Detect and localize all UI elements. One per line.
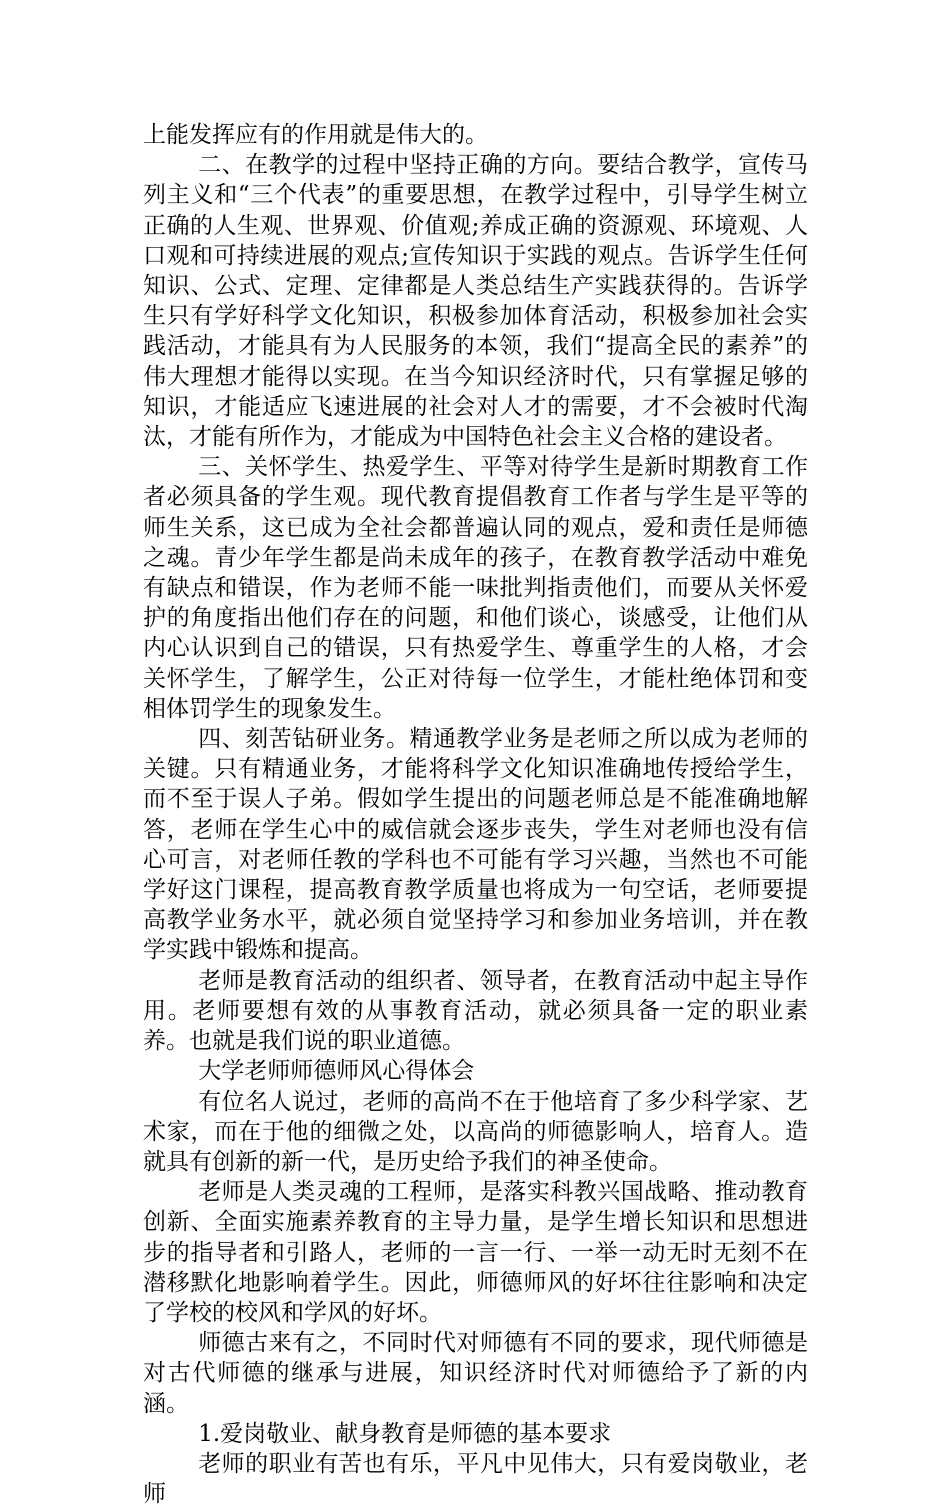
paragraph-section-two: 二、在教学的过程中坚持正确的方向。要结合教学，宣传马列主义和“三个代表”的重要思想，在教学过程中，引导学生树立正确的人生观、世界观、价值观;养成正确的资源观、环境观、人口观和可持续进展的观点;宣传知识于实践的观点。告诉学生任何知识、公式、定理、定律都是人类总结生产实践获得的。告诉学生只有学好科学文化知识，积极参加体育活动，积极参加社会实践活动，才能具有为人民服务的本领，我们“提高全民的素养”的伟大理想才能得以实现。在当今知识经济时代，只有掌握足够的知识，才能适应飞速进展的社会对人才的需要，才不会被时代淘汰，才能有所作为，才能成为中国特色社会主义合格的建设者。	[143, 152, 808, 451]
document-body	[143, 120, 808, 1509]
paragraph-teacher-role: 老师是教育活动的组织者、领导者，在教育活动中起主导作用。老师要想有效的从事教育活动，就必须具备一定的职业素养。也就是我们说的职业道德。	[143, 967, 808, 1055]
paragraph-section-three: 三、关怀学生、热爱学生、平等对待学生是新时期教育工作者必须具备的学生观。现代教育提倡教育工作者与学生是平等的师生关系，这已成为全社会都普遍认同的观点，爱和责任是师德之魂。青少年学生都是尚未成年的孩子，在教育教学活动中难免有缺点和错误，作为老师不能一味批判指责他们，而要从关怀爱护的角度指出他们存在的问题，和他们谈心，谈感受，让他们从内心认识到自己的错误，只有热爱学生、尊重学生的人格，才会关怀学生，了解学生，公正对待每一位学生，才能杜绝体罚和变相体罚学生的现象发生。	[143, 454, 808, 722]
paragraph-teacher-engineer: 老师是人类灵魂的工程师，是落实科教兴国战略、推动教育创新、全面实施素养教育的主导力量，是学生增长知识和思想进步的指导者和引路人，老师的一言一行、一举一动无时无刻不在潜移默化地影响着学生。因此，师德师风的好坏往往影响和决定了学校的校风和学风的好坏。	[143, 1179, 808, 1326]
paragraph-ethics-history: 师德古来有之，不同时代对师德有不同的要求，现代师德是对古代师德的继承与进展，知识经济时代对师德给予了新的内涵。	[143, 1330, 808, 1417]
paragraph-point-one: 老师的职业有苦也有乐，平凡中见伟大，只有爱岗敬业，老师	[143, 1450, 808, 1508]
paragraph-quote: 有位名人说过，老师的高尚不在于他培育了多少科学家、艺术家，而在于他的细微之处，以高尚的师德影响人，培育人。造就具有创新的新一代，是历史给予我们的神圣使命。	[143, 1088, 808, 1175]
paragraph-continuation: 上能发挥应有的作用就是伟大的。	[143, 122, 488, 148]
paragraph-section-four: 四、刻苦钻研业务。精通教学业务是老师之所以成为老师的关键。只有精通业务，才能将科学文化知识准确地传授给学生，而不至于误人子弟。假如学生提出的问题老师总是不能准确地解答，老师在学生心中的威信就会逐步丧失，学生对老师也没有信心可言，对老师任教的学科也不可能有学习兴趣，当然也不可能学好这门课程，提高教育教学质量也将成为一句空话，老师要提高教学业务水平，就必须自觉坚持学习和参加业务培训，并在教学实践中锻炼和提高。	[143, 726, 808, 964]
essay-title: 大学老师师德师风心得体会	[198, 1058, 475, 1085]
subheading-point-one: 1.爱岗敬业、献身教育是师德的基本要求	[198, 1420, 612, 1447]
